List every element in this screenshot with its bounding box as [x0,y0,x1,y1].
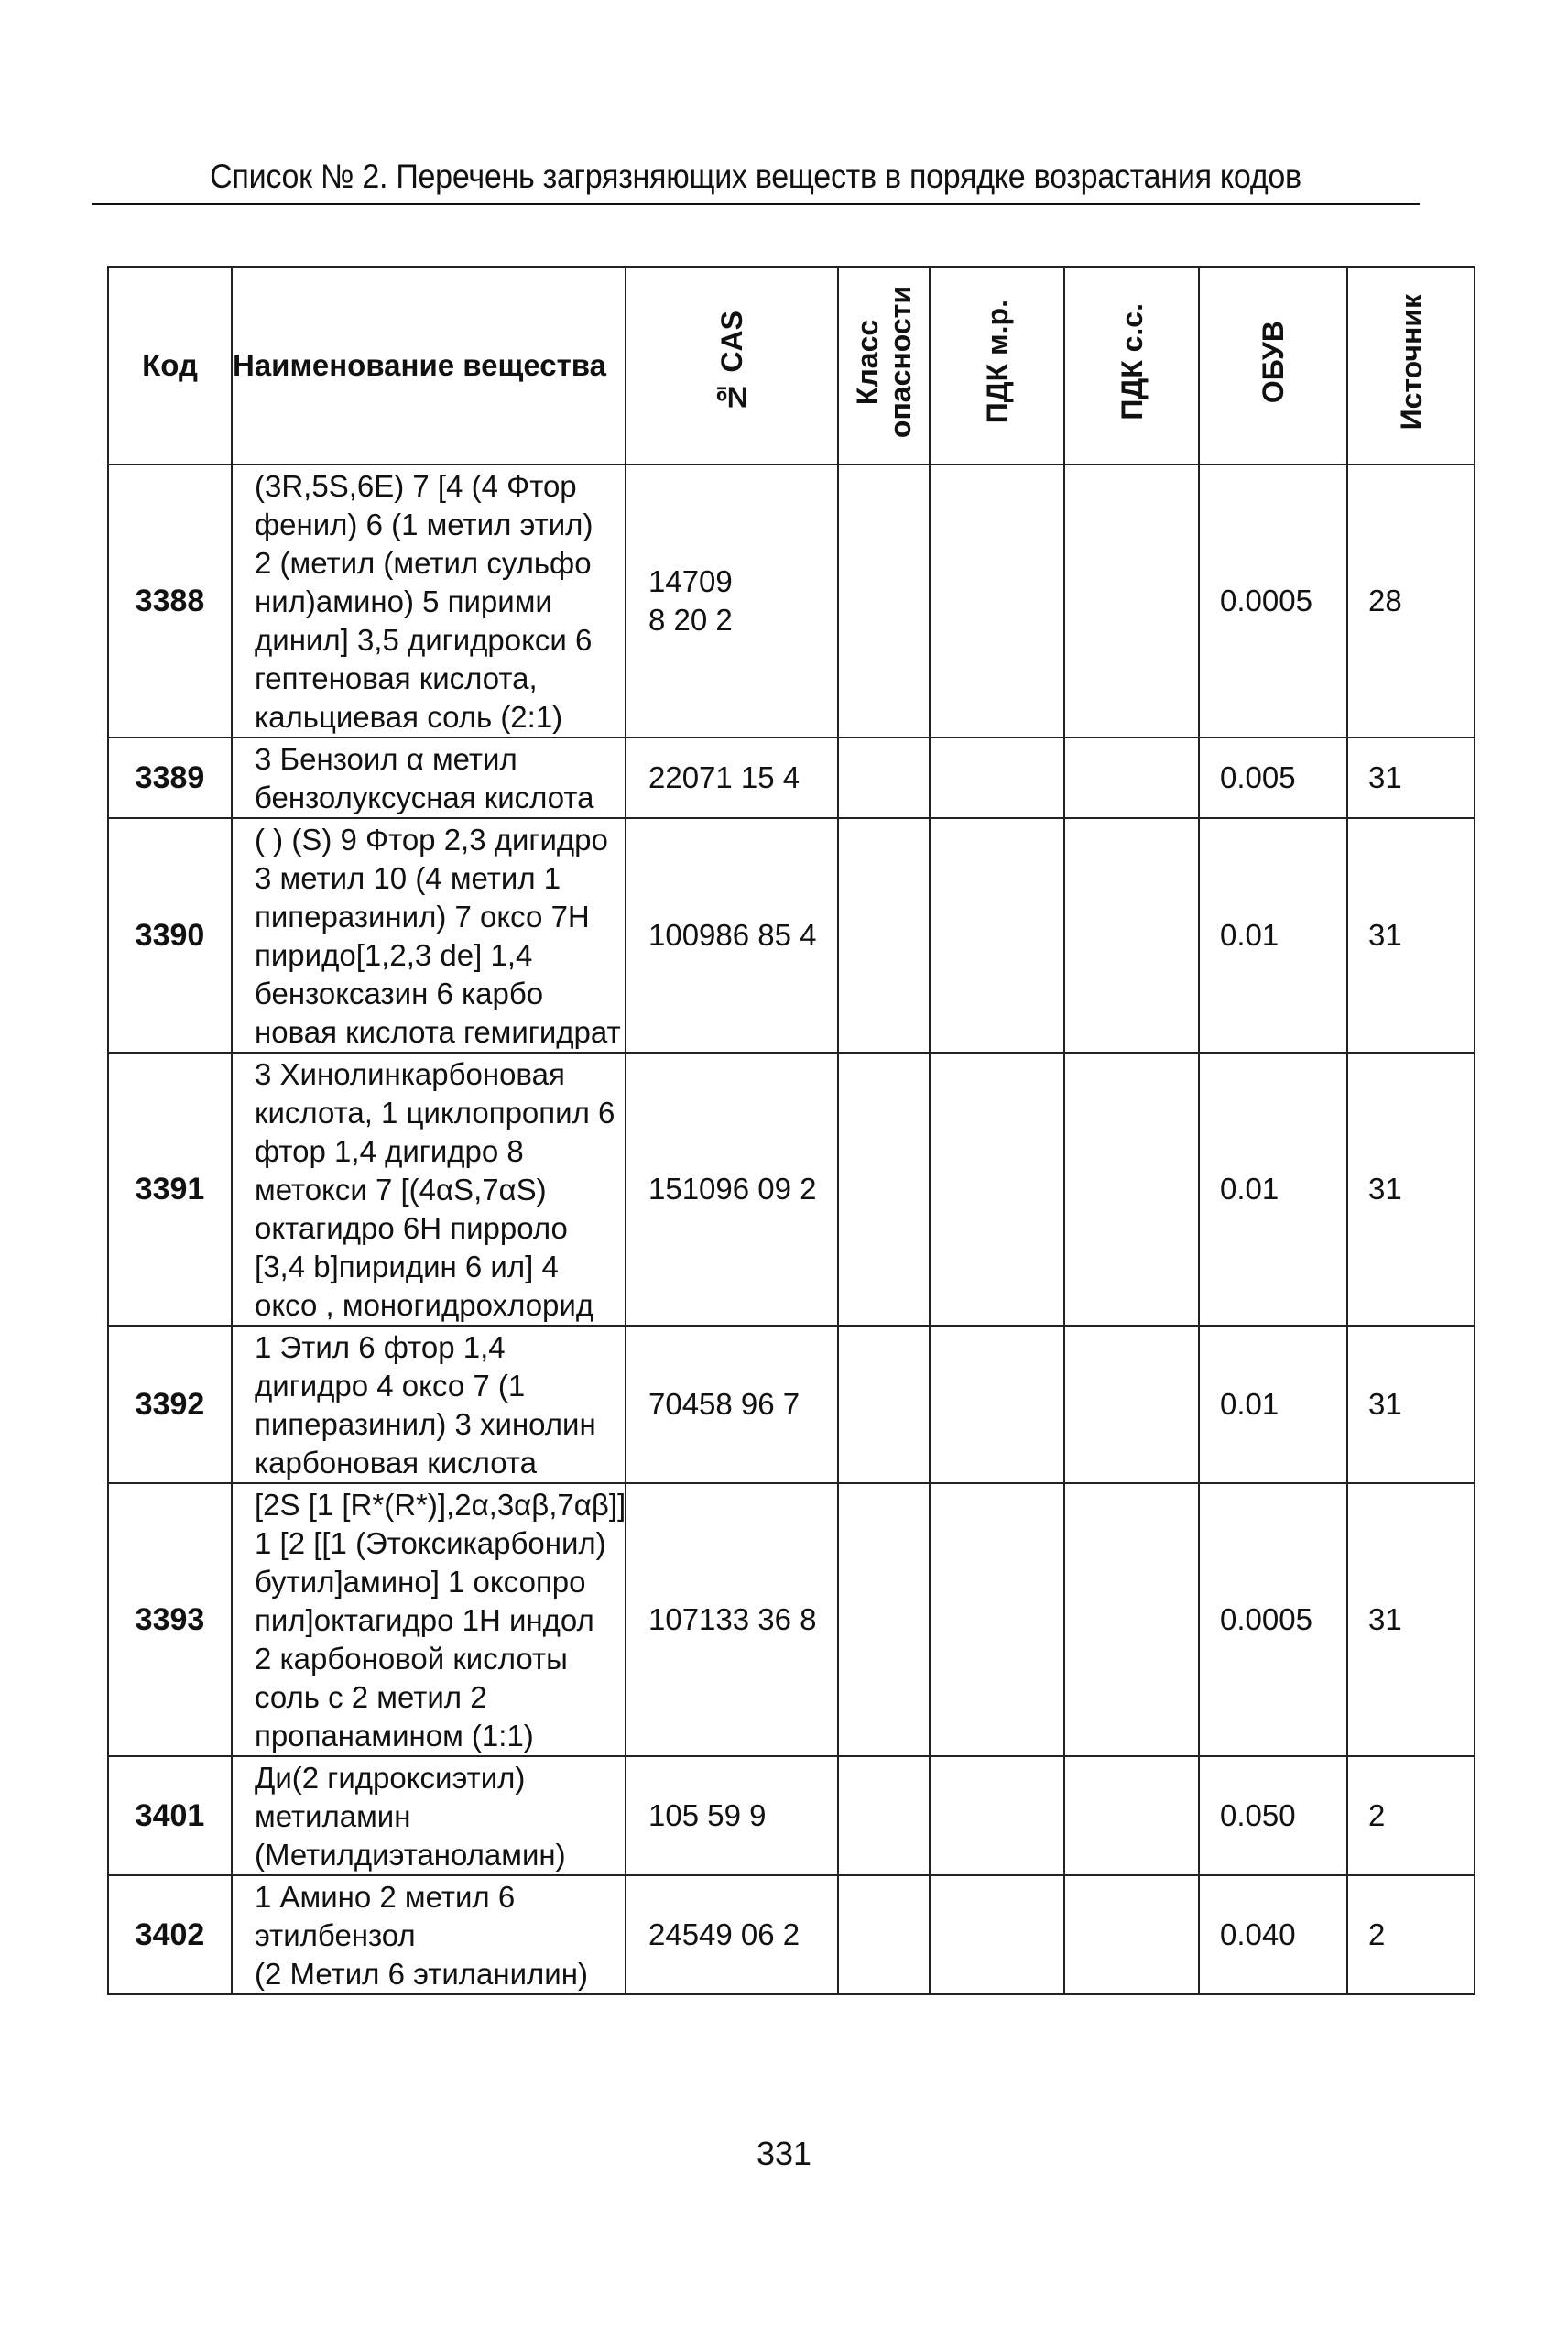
cell-cas [626,1053,838,1326]
name-line: карбоновая кислота [255,1446,537,1480]
col-header-name: Наименование вещества [232,267,626,464]
table-row [108,1053,1475,1326]
cell-hazard-class [838,1756,930,1875]
cell-hazard-class [838,1875,930,1994]
cell-source: 31 [1347,1053,1475,1326]
name-line: 1 [2 [[1 (Этоксикарбонил) [255,1526,606,1560]
page-number: 331 [756,2135,812,2172]
header-row [108,267,1475,464]
name-line: бензоксазин 6 карбо [255,977,544,1010]
name-line: (3R,5S,6E) 7 [4 (4 Фтор [255,469,577,503]
name-line: гептеновая кислота, [255,661,538,695]
cell-source: 28 [1347,464,1475,737]
cell-name [232,1483,626,1756]
cell-obuv: 0.050 [1199,1756,1347,1875]
name-line: бутил]амино] 1 оксопро [255,1565,586,1599]
cell-code: 3392 [108,1326,232,1483]
cell-obuv: 0.01 [1199,1326,1347,1483]
cell-obuv: 0.005 [1199,737,1347,818]
cell-pdk-ss [1064,1326,1199,1483]
name-line: Ди(2 гидроксиэтил) [255,1761,526,1795]
name-line: 3 метил 10 (4 метил 1 [255,861,561,895]
name-line: новая кислота гемигидрат [255,1015,621,1049]
hazard-class-label-part: Класс [851,319,884,405]
cell-pdk-mr [930,1756,1064,1875]
col-header-pdk-mr-label: ПДК м.р. [980,300,1014,424]
col-header-cas-label: № CAS [715,310,748,414]
name-line: оксо , моногидрохлорид [255,1288,594,1322]
cas-line: 70458 96 7 [648,1387,800,1421]
col-header-source [1347,267,1475,464]
name-line: 2 (метил (метил сульфо [255,546,592,580]
cell-hazard-class [838,1053,930,1326]
name-line: кальциевая соль (2:1) [255,700,563,734]
cell-code: 3393 [108,1483,232,1756]
name-line: пиперазинил) 3 хинолин [255,1407,596,1441]
name-line: соль с 2 метил 2 [255,1680,487,1714]
cas-line: 22071 15 4 [648,760,800,794]
cell-hazard-class [838,1483,930,1756]
cell-source: 31 [1347,1483,1475,1756]
cell-name [232,464,626,737]
substances-table [107,266,1475,1995]
table-row [108,464,1475,737]
name-line: кислота, 1 циклопропил 6 [255,1096,615,1130]
table-row [108,1483,1475,1756]
cell-name [232,737,626,818]
title-rule [92,203,1420,205]
name-line: (Метилдиэтаноламин) [255,1838,566,1872]
cell-hazard-class [838,1326,930,1483]
cell-cas [626,1875,838,1994]
cell-code: 3388 [108,464,232,737]
cell-name [232,1875,626,1994]
cell-pdk-ss [1064,818,1199,1053]
table-body [108,464,1475,1994]
cell-source: 2 [1347,1875,1475,1994]
hazard-class-label-part: опасности [884,285,917,439]
name-line: [2S [1 [R*(R*)],2α,3αβ,7αβ]] [255,1488,626,1522]
cell-pdk-mr [930,1875,1064,1994]
cell-source: 31 [1347,1326,1475,1483]
cell-obuv: 0.0005 [1199,464,1347,737]
name-line: октагидро 6H пирроло [255,1211,568,1245]
cell-cas [626,818,838,1053]
cell-cas [626,1483,838,1756]
name-line: дигидро 4 оксо 7 (1 [255,1369,526,1403]
cas-line: 107133 36 8 [648,1602,817,1636]
name-line: динил] 3,5 дигидрокси 6 [255,623,593,657]
col-header-code: Код [108,267,232,464]
cell-code: 3390 [108,818,232,1053]
cell-cas [626,737,838,818]
cell-source: 31 [1347,818,1475,1053]
cas-line: 8 20 2 [648,603,733,637]
cell-pdk-mr [930,818,1064,1053]
col-header-pdk-mr [930,267,1064,464]
cas-line: 14709 [648,564,733,598]
cell-name [232,1326,626,1483]
table-row [108,818,1475,1053]
name-line: 1 Амино 2 метил 6 [255,1880,516,1914]
cell-pdk-ss [1064,1053,1199,1326]
col-header-hazard-class-label [851,286,917,438]
table-row [108,1756,1475,1875]
col-header-hazard-class [838,267,930,464]
cell-obuv: 0.01 [1199,1053,1347,1326]
cell-pdk-ss [1064,464,1199,737]
cell-pdk-ss [1064,1483,1199,1756]
name-line: пиридо[1,2,3 de] 1,4 [255,938,533,972]
name-line: 1 Этил 6 фтор 1,4 [255,1330,506,1364]
cell-hazard-class [838,737,930,818]
name-line: пил]октагидро 1H индол [255,1603,594,1637]
name-line: фтор 1,4 дигидро 8 [255,1134,524,1168]
name-line: 3 Бензоил α метил [255,742,517,776]
cell-name [232,1756,626,1875]
name-line: пиперазинил) 7 оксо 7H [255,900,590,934]
name-line: ( ) (S) 9 Фтор 2,3 дигидро [255,823,608,857]
name-line: бензолуксусная кислота [255,781,594,814]
cell-pdk-mr [930,737,1064,818]
cell-pdk-mr [930,464,1064,737]
cell-pdk-ss [1064,1875,1199,1994]
name-line: пропанамином (1:1) [255,1719,534,1753]
cas-line: 151096 09 2 [648,1172,817,1206]
cell-hazard-class [838,464,930,737]
cell-hazard-class [838,818,930,1053]
cell-pdk-ss [1064,737,1199,818]
name-line: нил)амино) 5 пирими [255,584,552,618]
name-line: метиламин [255,1799,411,1833]
cell-name [232,1053,626,1326]
cell-pdk-mr [930,1483,1064,1756]
cell-source: 2 [1347,1756,1475,1875]
col-header-cas [626,267,838,464]
cell-pdk-mr [930,1053,1064,1326]
col-header-obuv [1199,267,1347,464]
cell-code: 3401 [108,1756,232,1875]
cell-name [232,818,626,1053]
col-header-obuv-label: ОБУВ [1257,320,1290,404]
cas-line: 100986 85 4 [648,918,817,952]
cell-pdk-mr [930,1326,1064,1483]
col-header-pdk-ss [1064,267,1199,464]
cell-cas [626,464,838,737]
page-title: Список № 2. Перечень загрязняющих веществ в порядке возрастания кодов [210,158,1301,195]
name-line: метокси 7 [(4αS,7αS) [255,1173,547,1207]
name-line: 2 карбоновой кислоты [255,1642,568,1676]
cell-code: 3389 [108,737,232,818]
cell-code: 3402 [108,1875,232,1994]
cell-code: 3391 [108,1053,232,1326]
col-header-source-label: Источник [1394,293,1428,431]
cas-line: 105 59 9 [648,1798,767,1832]
name-line: 3 Хинолинкарбоновая [255,1057,565,1091]
cell-obuv: 0.0005 [1199,1483,1347,1756]
cell-obuv: 0.040 [1199,1875,1347,1994]
cell-cas [626,1326,838,1483]
table-row [108,737,1475,818]
name-line: (2 Метил 6 этиланилин) [255,1957,588,1991]
table-row [108,1875,1475,1994]
cell-cas [626,1756,838,1875]
name-line: [3,4 b]пиридин 6 ил] 4 [255,1250,559,1283]
cell-pdk-ss [1064,1756,1199,1875]
cas-line: 24549 06 2 [648,1917,800,1951]
col-header-pdk-ss-label: ПДК с.с. [1115,303,1149,420]
name-line: этилбензол [255,1918,416,1952]
table-row [108,1326,1475,1483]
name-line: фенил) 6 (1 метил этил) [255,508,593,541]
cell-obuv: 0.01 [1199,818,1347,1053]
cell-source: 31 [1347,737,1475,818]
